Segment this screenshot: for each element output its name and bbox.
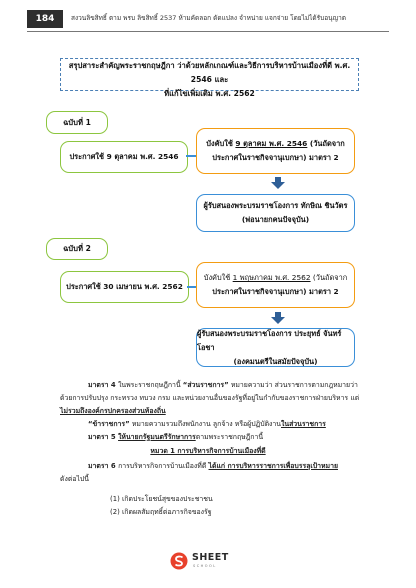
list-item: (2) เกิดผลสัมฤทธิ์ต่อภารกิจของรัฐ: [110, 508, 212, 516]
summary-title-box: [60, 58, 359, 98]
version2-announced-text: ประกาศใช้ 30 เมษายน พ.ศ. 2562: [66, 282, 183, 291]
summary-title-line1: สรุปสาระสำคัญพระราชกฤษฎีกา ว่าด้วยหลักเกณฑ์และวิธีการบริหารบ้านเมืองที่ดี พ.ศ. 2546 และ: [68, 61, 351, 84]
version2-signer-box: [196, 328, 355, 367]
sheet-logo-icon: [170, 552, 188, 570]
section4-line3: ไม่รวมถึงองค์กรปกครองส่วนท้องถิ่น: [60, 407, 166, 415]
version1-signer-line2: (พ่อนายกคนปัจจุบัน): [241, 215, 310, 224]
version2-effective-line2: ประกาศในราชกิจจานุเบกษา) มาตรา 2: [212, 287, 339, 296]
down-arrow-icon: [270, 177, 286, 189]
section6-para: มาตรา 6 การบริหารกิจการบ้านเมืองที่ดี ได้แก่ การบริหารราชการเพื่อบรรลุเป้าหมาย: [88, 462, 339, 470]
header-divider: [27, 31, 389, 32]
version2-signer-line1: ผู้รับสนองพระบรมราชโองการ ประยุทธ์ จันทร์โอชา: [197, 328, 342, 352]
version2-announced-box: [60, 271, 189, 303]
sheet-school-logo: [170, 549, 250, 573]
version1-effective-box: [196, 128, 355, 174]
chapter1-heading: หมวด 1 การบริหารกิจการบ้านเมืองที่ดี: [150, 447, 266, 455]
summary-title-line2: ที่แก้ไขเพิ่มเติม พ.ศ. 2562: [164, 89, 255, 98]
copyright-notice: สงวนลิขสิทธิ์ ตาม พรบ ลิขสิทธิ์ 2537 ห้ามคัดลอก ดัดแปลง จำหน่าย แจกจ่าย โดยไม่ได้รับอนุญาต: [71, 14, 347, 22]
page-number: 184: [27, 10, 63, 28]
section4-para: มาตรา 4 ในพระราชกฤษฎีกานี้ “ส่วนราชการ” หมายความว่า ส่วนราชการตามกฎหมายว่า: [88, 381, 358, 389]
down-arrow-icon: [270, 312, 286, 324]
version2-signer-line2: (องคมนตรีในสมัยปัจจุบัน): [233, 356, 318, 366]
section6-line2: ดังต่อไปนี้: [60, 475, 90, 483]
list-item: (1) เกิดประโยชน์สุขของประชาชน: [110, 495, 213, 503]
connector-line: [187, 286, 196, 288]
section4-official-def: “ข้าราชการ” หมายความรวมถึงพนักงาน ลูกจ้าง หรือผู้ปฏิบัติงานในส่วนราชการ: [88, 420, 326, 428]
version1-effective-line1: บังคับใช้ 9 ตุลาคม พ.ศ. 2546 (วันถัดจาก: [206, 139, 345, 148]
section4-line2: ด้วยการปรับปรุง กระทรวง ทบวง กรม และหน่วยงานอื่นของรัฐที่อยู่ในกำกับของราชการฝ่ายบริหาร แต่: [60, 394, 360, 402]
version1-signer-box: [196, 194, 355, 232]
version2-effective-box: [196, 262, 355, 308]
version1-signer-line1: ผู้รับสนองพระบรมราชโองการ ทักษิณ ชินวัตร: [203, 201, 348, 210]
footer-brand: SHEET: [192, 552, 229, 563]
version2-effective-line1: บังคับใช้ 1 พฤษภาคม พ.ศ. 2562 (วันถัดจาก: [203, 273, 348, 282]
version2-tag: ฉบับที่ 2: [46, 238, 108, 260]
version1-announced-text: ประกาศใช้ 9 ตุลาคม พ.ศ. 2546: [69, 152, 179, 161]
footer-brand-sub: SCHOOL: [193, 564, 217, 568]
version1-tag: ฉบับที่ 1: [46, 111, 108, 134]
section5-para: มาตรา 5 ให้นายกรัฐมนตรีรักษาการตามพระราชกฤษฎีกานี้: [88, 433, 264, 441]
version1-effective-line2: ประกาศในราชกิจจานุเบกษา) มาตรา 2: [212, 153, 339, 162]
version1-announced-box: [60, 141, 188, 173]
connector-line: [186, 155, 196, 157]
